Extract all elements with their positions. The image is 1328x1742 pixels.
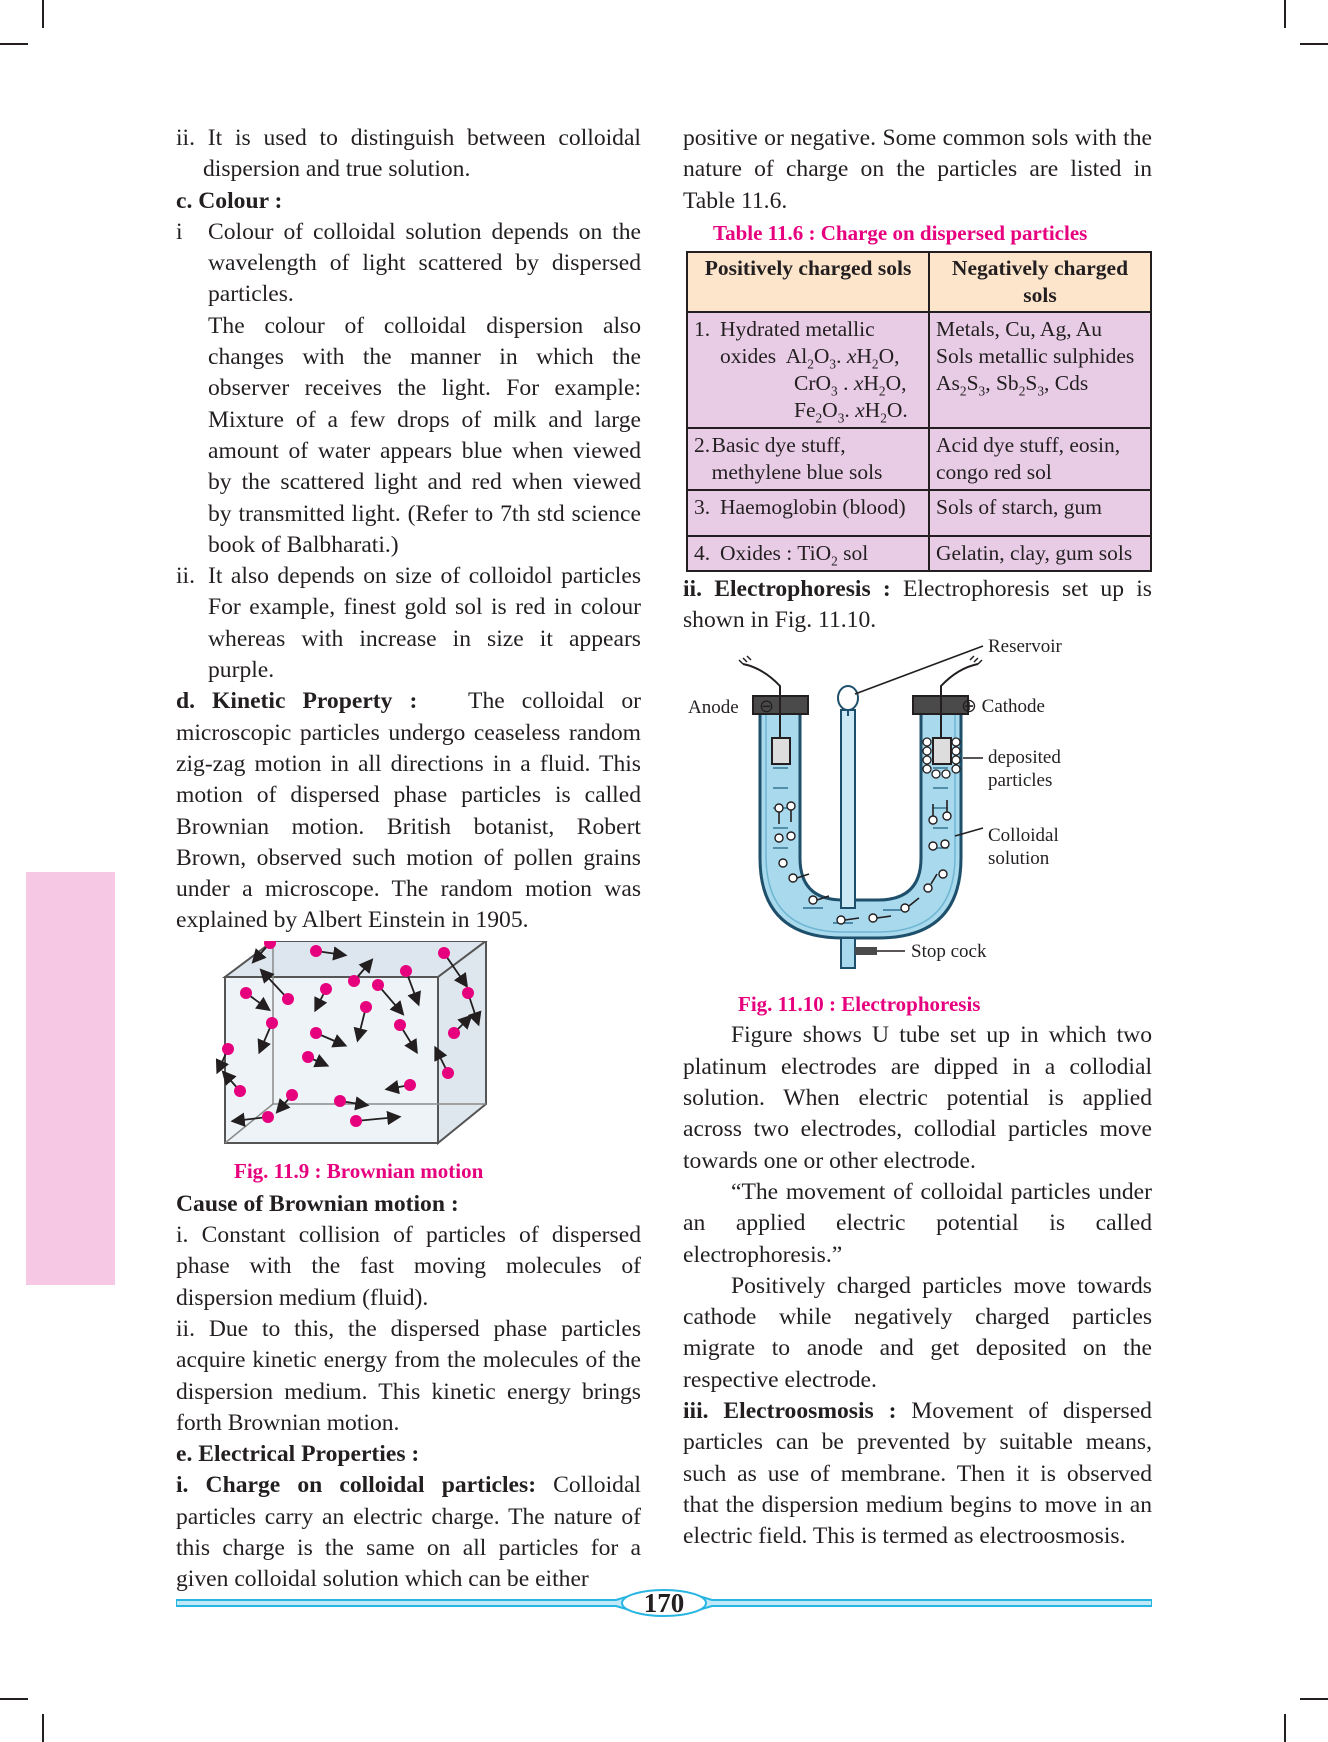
table-cell: Sols of starch, gum: [929, 490, 1151, 536]
crop-mark: [42, 1714, 44, 1742]
table-cell: 4. Oxides : TiO$_2$ sol: [687, 536, 929, 571]
label-anode: Anode: [688, 697, 739, 719]
anode-electrode: [772, 738, 790, 764]
column-header-positive: Positively charged sols: [687, 252, 929, 312]
crop-mark: [0, 1698, 28, 1700]
label-cathode: ⊕ Cathode: [961, 696, 1045, 718]
side-tab-marker: [26, 872, 115, 1285]
reservoir-tube: [841, 710, 855, 908]
table-cell: 1. Hydrated metallic oxides $Al_2O_3$. $xH_2O$, CrO$_3$ . $xH_2O$, $Fe_2O_3$. $xH_2O$.: [687, 312, 929, 428]
row-number: 4.: [694, 540, 711, 565]
electroosmosis-paragraph: [683, 1396, 1152, 1552]
brownian-motion-figure: [176, 941, 641, 1149]
row-number: 2.: [694, 432, 711, 457]
table-cell: [687, 490, 929, 536]
paragraph-migration: Positively charged particles move towards cathode while negatively charged particles migrate to anode and get deposited on the respective electrode.: [683, 1272, 1152, 1393]
charge-text: Colloidal particles carry an electric charge. The nature of this charge is the same on all particles for a given colloidal solution which can be either: [176, 1472, 641, 1593]
cause-item-i: i. Constant collision of particles of dispersed phase with the fast moving molecules of dispersion medium (fluid).: [176, 1222, 641, 1311]
colour-item-ii: [176, 561, 641, 686]
cell-text: Oxides : TiO: [720, 540, 832, 565]
charge-paragraph: [176, 1470, 641, 1595]
table-cell: Gelatin, clay, gum sols: [929, 536, 1151, 571]
table-row: [687, 490, 1151, 536]
label-colloidal-1: Colloidal: [988, 825, 1059, 847]
table-row: [687, 428, 1151, 490]
table-row: [687, 312, 1151, 428]
table-caption: Table 11.6 : Charge on dispersed particles: [713, 220, 1088, 245]
table-header-row: [687, 252, 1151, 312]
colour-item-i: [176, 217, 641, 311]
item-text: Colour of colloidal solution depends on the wavelength of light scattered by dispersed particles.: [208, 218, 641, 308]
colour-heading: c. Colour :: [176, 187, 283, 214]
row-number: 3.: [694, 494, 711, 519]
cause-heading: Cause of Brownian motion :: [176, 1190, 459, 1217]
table-row: [687, 536, 1151, 571]
stop-cock: [841, 938, 855, 968]
electrophoresis-heading: ii. Electrophoresis :: [683, 575, 891, 602]
cell-text: Metals, Cu, Ag, Au Sols metallic sulphides: [936, 316, 1135, 368]
electrical-heading: e. Electrical Properties :: [176, 1441, 420, 1468]
label-colloidal-2: solution: [988, 848, 1050, 870]
crop-mark: [1300, 43, 1328, 45]
paragraph-definition: “The movement of colloidal particles under an applied electric potential is called electrophoresis.”: [683, 1178, 1152, 1268]
paragraph-u-tube: Figure shows U tube set up in which two platinum electrodes are dipped in a collodial solution. When electric potential is applied across two electrodes, collodial particles move towards one or other electrode.: [683, 1022, 1152, 1174]
label-deposited-1: deposited: [988, 747, 1061, 769]
table-cell: Acid dye stuff, eosin, congo red sol: [929, 428, 1151, 490]
charge-table: [686, 251, 1152, 572]
electroosmosis-heading: iii. Electroosmosis :: [683, 1398, 897, 1425]
cell-text: Hydrated metallic: [720, 316, 875, 341]
table-cell: [687, 428, 929, 490]
right-intro: positive or negative. Some common sols with the nature of charge on the particles are listed in Table 11.6.: [683, 125, 1152, 214]
label-stop-cock: Stop cock: [911, 941, 987, 963]
row-number: 1.: [694, 316, 711, 341]
cathode-electrode: [933, 738, 951, 764]
crop-mark: [0, 43, 28, 45]
kinetic-paragraph: [176, 686, 641, 936]
table-cell: Metals, Cu, Ag, Au Sols metallic sulphides $As_2S_3$, $Sb_2S_3$, Cds: [929, 312, 1151, 428]
fig-11-10-caption: Fig. 11.10 : Electrophoresis: [738, 992, 981, 1017]
right-column: [683, 123, 1152, 1553]
kinetic-text: The colloidal or microscopic particles undergo ceaseless random zig-zag motion in all directions in a fluid. This motion of dispersed phase particles is called Brownian motion. British botanist, Robert Brown, observed such motion of pollen grains under a microscope. The random motion was explained by Albert Einstein in 1905.: [176, 688, 641, 934]
cell-text: Basic dye stuff, methylene blue sols: [711, 432, 883, 484]
cell-text: sol: [843, 540, 869, 565]
electrophoresis-paragraph: [683, 574, 1152, 637]
page-number: 170: [643, 1588, 685, 1618]
crop-mark: [1300, 1698, 1328, 1700]
cell-text: oxides: [720, 343, 777, 368]
label-deposited-2: particles: [988, 770, 1053, 792]
cause-item-ii: ii. Due to this, the dispersed phase particles acquire kinetic energy from the molecules of the dispersion medium. This kinetic energy brings forth Brownian motion.: [176, 1315, 641, 1436]
crop-mark: [1284, 0, 1286, 28]
cell-text: Haemoglobin (blood): [720, 494, 906, 519]
fig-11-9-caption: Fig. 11.9 : Brownian motion: [234, 1158, 484, 1183]
left-column: [176, 123, 641, 1596]
item-number: i: [176, 218, 183, 245]
crop-mark: [1284, 1714, 1286, 1742]
crop-mark: [42, 0, 44, 28]
item-text: It also depends on size of colloidol particles For example, finest gold sol is red in colour whereas with increase in size it appears purple.: [208, 563, 641, 684]
column-header-negative: Negatively charged sols: [929, 252, 1151, 312]
electrophoresis-text: Electrophoresis set up is shown in Fig. 11.10.: [683, 575, 1152, 634]
electroosmosis-text: Movement of dispersed particles can be prevented by suitable means, such as use of membrane. Then it is observed that the dispersion medium begins to move in an electric field. This is termed as electroosmosis.: [683, 1398, 1152, 1550]
label-reservoir: Reservoir: [988, 638, 1062, 658]
label-anode-minus: ⊖: [759, 696, 775, 717]
electrophoresis-figure: [683, 638, 1152, 990]
charge-heading: i. Charge on colloidal particles:: [176, 1472, 537, 1499]
intro-item-ii: ii. It is used to distinguish between colloidal dispersion and true solution.: [176, 125, 641, 183]
colour-item-i-text2: The colour of colloidal dispersion also changes with the manner in which the observer receives the light. For example: Mixture of a few drops of milk and large amount of water appears blue when viewed by the scattered light and red when viewed by transmitted light. (Refer to 7th std science book of Balbharati.): [208, 312, 641, 558]
item-number: ii.: [176, 563, 196, 590]
kinetic-heading: d. Kinetic Property :: [176, 688, 418, 715]
